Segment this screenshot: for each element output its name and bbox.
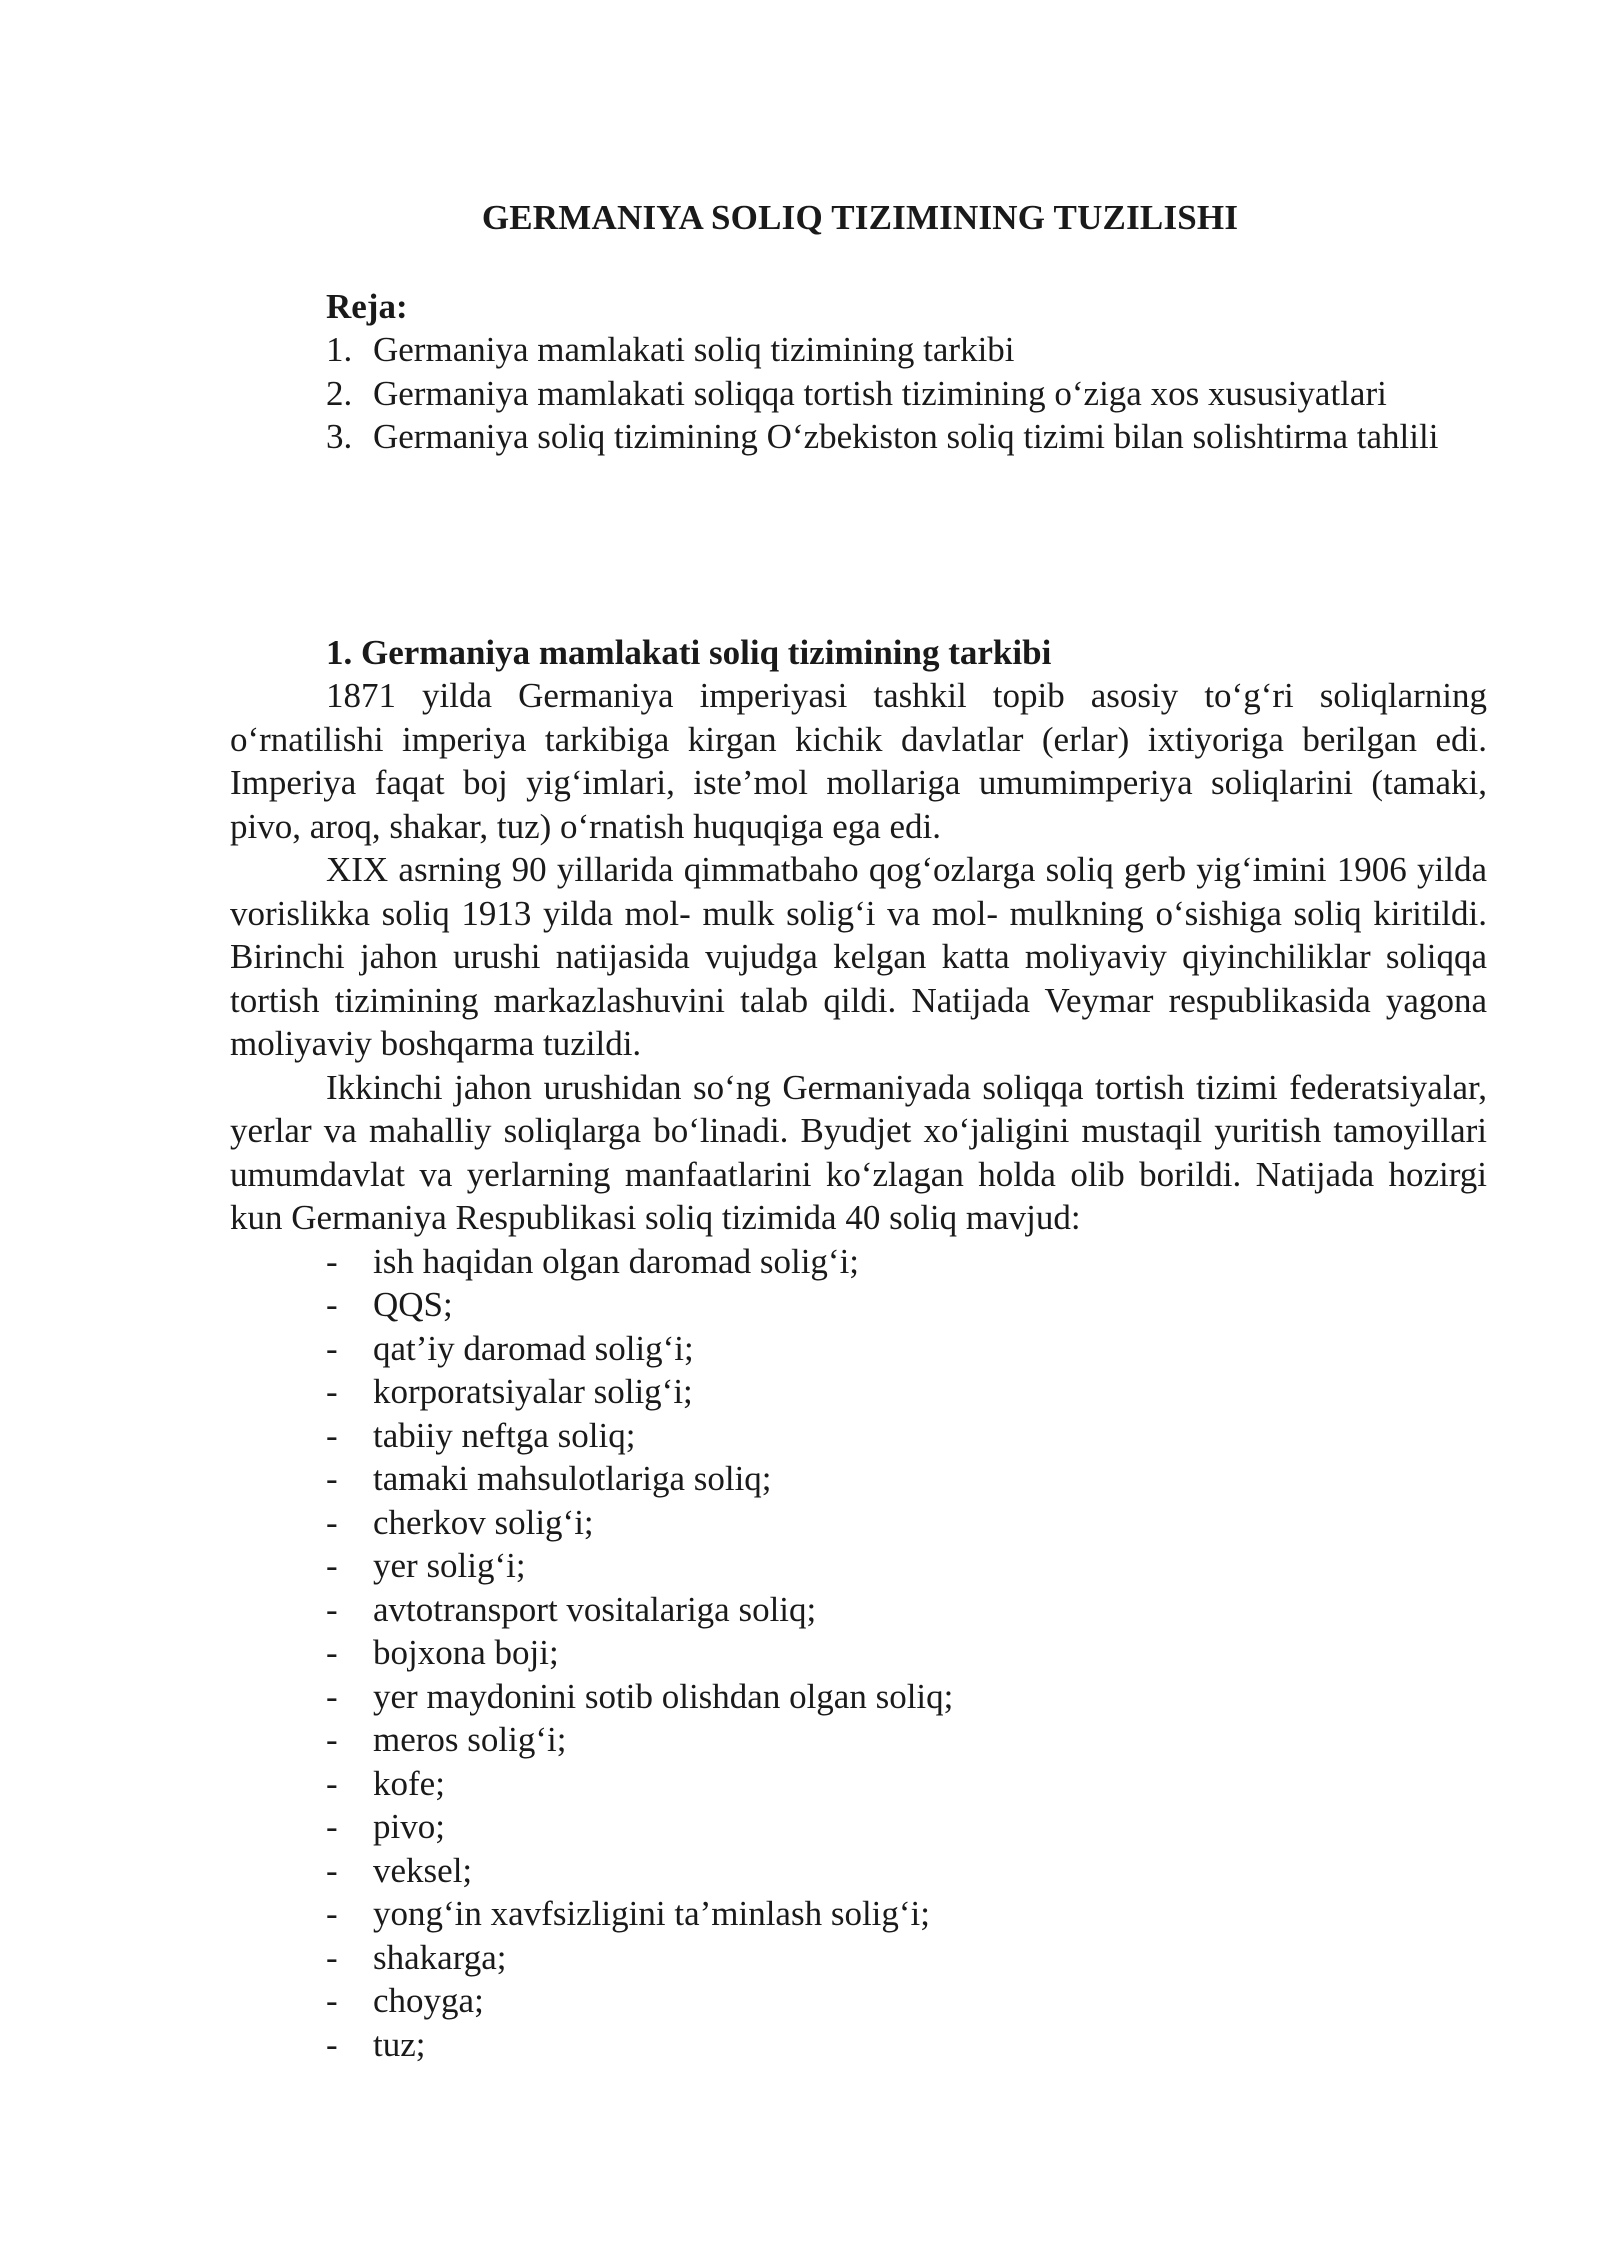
list-dash: - (326, 1372, 338, 1411)
tax-list-item-text: shakarga; (373, 1937, 507, 1977)
list-dash: - (326, 1850, 338, 1890)
tax-list-item-text: yer solig‘i; (373, 1546, 526, 1585)
tax-list-item-text: meros solig‘i; (373, 1720, 567, 1759)
tax-list-item-text: yong‘in xavfsizligini ta’minlash solig‘i; (373, 1894, 931, 1933)
list-dash: - (326, 1807, 338, 1846)
tax-list-item (230, 1544, 1487, 1588)
document-title: GERMANIYA SOLIQ TIZIMINING TUZILISHI (481, 198, 1239, 237)
tax-list-item (230, 1675, 1487, 1719)
tax-list-item-text: QQS; (373, 1285, 453, 1324)
list-dash: - (326, 1894, 338, 1933)
tax-list-item (230, 1370, 1487, 1414)
tax-list-item (230, 1457, 1487, 1501)
plan-item-text: Germaniya mamlakati soliqqa tortish tizimining o‘ziga xos xususiyatlari (373, 373, 1387, 413)
tax-list-item-text: veksel; (373, 1850, 473, 1890)
plan-item (326, 372, 1487, 416)
tax-list-item (230, 1327, 1487, 1371)
tax-list-item (230, 1805, 1487, 1849)
plan-item-number: 1. (326, 330, 353, 369)
tax-list-item (230, 1414, 1487, 1458)
tax-list-item-text: qat’iy daromad solig‘i; (373, 1328, 694, 1368)
plan-list (326, 328, 1487, 459)
tax-list-item-text: cherkov solig‘i; (373, 1502, 594, 1542)
tax-list-item (230, 1283, 1487, 1327)
tax-list-item (230, 1936, 1487, 1980)
tax-list-item (230, 1762, 1487, 1806)
plan-item (326, 328, 1487, 372)
tax-list-item (230, 1631, 1487, 1675)
list-dash: - (326, 1285, 338, 1324)
tax-list-item (230, 2023, 1487, 2067)
plan-item (326, 415, 1487, 459)
list-dash: - (326, 1241, 338, 1281)
tax-list-item-text: choyga; (373, 1981, 484, 2020)
section-body (230, 674, 1487, 2066)
tax-list (230, 1240, 1487, 2067)
paragraph: 1871 yilda Germaniya imperiyasi tashkil topib asosiy to‘g‘ri soliqlarning o‘rnatilishi imperiya tarkibiga kirgan kichik davlatlar (erlar) ixtiyoriga berilgan edi. Imperiya faqat boj yig‘imlari, iste’mol mollariga umumimperiya soliqlarini (tamaki, pivo, aroq, shakar, tuz) o‘rnatish huquqiga ega edi. (230, 676, 1487, 846)
list-dash: - (326, 1763, 338, 1803)
tax-list-item-text: kofe; (373, 1763, 445, 1803)
tax-list-item-text: tuz; (373, 2024, 426, 2064)
tax-list-item-text: bojxona boji; (373, 1633, 559, 1672)
tax-list-item-text: pivo; (373, 1807, 445, 1846)
tax-list-item-text: tabiiy neftga soliq; (373, 1415, 636, 1455)
paragraph: Ikkinchi jahon urushidan so‘ng Germaniyada soliqqa tortish tizimi federatsiyalar, yerlar va mahalliy soliqlarga bo‘linadi. Byudjet xo‘jaligini mustaqil yuritish tamoyillari umumdavlat va yerlarning manfaatlarini ko‘zlagan holda olib borildi. Natijada hozirgi kun Germaniya Respublikasi soliq tizimida 40 soliq mavjud: (230, 1067, 1487, 1237)
tax-list-item-text: korporatsiyalar solig‘i; (373, 1372, 693, 1411)
list-dash: - (326, 1589, 338, 1629)
list-dash: - (326, 1676, 338, 1716)
plan-item-number: 3. (326, 417, 353, 456)
tax-list-item (230, 1892, 1487, 1936)
list-dash: - (326, 1981, 338, 2020)
plan-item-number: 2. (326, 373, 353, 413)
tax-list-item (230, 1588, 1487, 1632)
tax-list-item (230, 1240, 1487, 1284)
tax-list-item-text: yer maydonini sotib olishdan olgan soliq; (373, 1676, 954, 1716)
tax-list-item (230, 1849, 1487, 1893)
tax-list-item-text: tamaki mahsulotlariga soliq; (373, 1459, 772, 1498)
tax-list-item-text: ish haqidan olgan daromad solig‘i; (373, 1241, 860, 1281)
tax-list-item (230, 1718, 1487, 1762)
list-dash: - (326, 1546, 338, 1585)
tax-list-item (230, 1501, 1487, 1545)
list-dash: - (326, 1633, 338, 1672)
plan-item-text: Germaniya soliq tizimining O‘zbekiston soliq tizimi bilan solishtirma tahlili (373, 417, 1439, 456)
list-dash: - (326, 1720, 338, 1759)
section-heading: 1. Germaniya mamlakati soliq tizimining tarkibi (326, 633, 1052, 672)
plan-heading: Reja: (326, 287, 408, 326)
list-dash: - (326, 1937, 338, 1977)
tax-list-item (230, 1979, 1487, 2023)
list-dash: - (326, 1328, 338, 1368)
list-dash: - (326, 1415, 338, 1455)
list-dash: - (326, 1502, 338, 1542)
tax-list-item-text: avtotransport vositalariga soliq; (373, 1589, 817, 1629)
plan-item-text: Germaniya mamlakati soliq tizimining tarkibi (373, 330, 1015, 369)
list-dash: - (326, 2024, 338, 2064)
list-dash: - (326, 1459, 338, 1498)
paragraph: XIX asrning 90 yillarida qimmatbaho qog‘ozlarga soliq gerb yig‘imini 1906 yilda vorislikka soliq 1913 yilda mol- mulk solig‘i va mol- mulkning o‘sishiga soliq kiritildi. Birinchi jahon urushi natijasida vujudga kelgan katta moliyaviy qiyinchiliklar soliqqa tortish tizimining markazlashuvini talab qildi. Natijada Veymar respublikasida yagona moliyaviy boshqarma tuzildi. (230, 850, 1487, 1063)
